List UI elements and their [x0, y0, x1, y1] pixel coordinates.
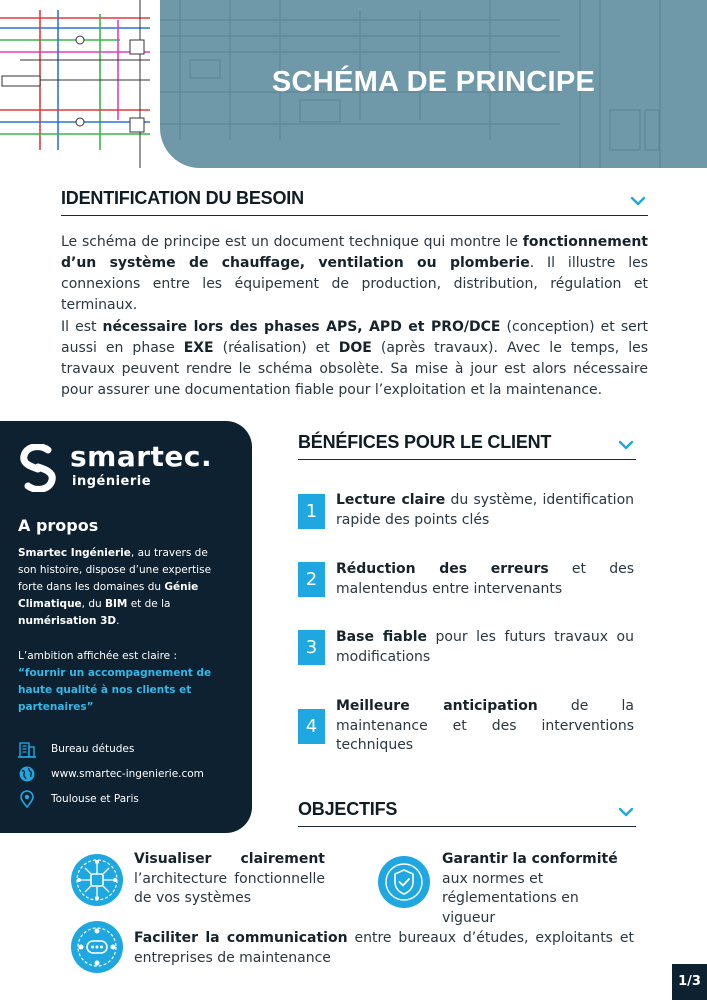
section-title-objectifs: OBJECTIFS [298, 799, 398, 819]
objective-text: Garantir la conformité aux normes et réglementations en vigueur [442, 851, 618, 926]
chevron-down-icon[interactable] [630, 195, 646, 207]
chevron-down-icon[interactable] [618, 806, 634, 818]
ambition-text: L’ambition affichée est claire : “fournir un accompagnement de haute qualité à nos clients et partenaires” [18, 650, 212, 713]
communication-icon [71, 921, 123, 973]
contact-website-link[interactable]: www.smartec-ingenierie.com [51, 768, 204, 780]
contact-location [18, 790, 238, 810]
smartec-logo-icon [18, 444, 58, 492]
benefit-number: 3 [298, 630, 325, 665]
objective-text: Visualiser clairement l’architecture fonctionnelle de vos systèmes [134, 851, 325, 906]
about-text: Smartec Ingénierie, au travers de son histoire, dispose d’une expertise forte dans les domaines du Génie Climatique, du BIM et de la numérisation 3D. [18, 547, 212, 627]
section-title-besoin: IDENTIFICATION DU BESOIN [61, 188, 304, 208]
benefit-number: 1 [298, 494, 325, 529]
section-heading-besoin[interactable] [61, 186, 648, 216]
objective-text: Faciliter la communication entre bureaux d’études, exploitants et entreprises de maintenance [134, 930, 634, 966]
besoin-paragraph-2: Il est nécessaire lors des phases APS, APD et PRO/DCE (conception) et sert aussi en phase EXE (réalisation) et DOE (après travaux). Avec le temps, les travaux peuvent rendre le schéma obsolète. Sa mise à jour est alors nécessaire pour assurer une documentation fiable pour l’exploitation et la maintenance. [61, 319, 648, 398]
contact-website[interactable] [18, 765, 238, 785]
building-icon [18, 740, 36, 758]
hero-banner [0, 0, 707, 168]
brand-name: smartec. [70, 440, 213, 473]
shield-check-icon [378, 856, 430, 908]
chevron-down-icon[interactable] [618, 439, 634, 451]
benefit-text: Réduction des erreurs et des malentendus entre intervenants [336, 561, 634, 597]
globe-icon [18, 765, 36, 783]
benefit-number: 2 [298, 562, 325, 597]
contact-location-text: Toulouse et Paris [51, 793, 139, 805]
benefit-text: Lecture claire du système, identification rapide des points clés [336, 492, 635, 528]
brand-subtitle: ingénierie [72, 474, 152, 489]
contact-office-text: Bureau détudes [51, 743, 135, 755]
map-pin-icon [18, 790, 36, 808]
about-title: A propos [18, 516, 99, 535]
section-title-benefices: BÉNÉFICES POUR LE CLIENT [298, 432, 552, 452]
besoin-paragraph-1: Le schéma de principe est un document technique qui montre le fonctionnement d’un système de chauffage, ventilation ou plomberie. Il illustre les connexions entre les équipement de production, distribution, régulation et terminaux. [61, 234, 648, 313]
page-title: SCHÉMA DE PRINCIPE [271, 66, 596, 98]
page-indicator: 1/3 [672, 964, 707, 1000]
benefit-number: 4 [298, 709, 325, 744]
section-heading-objectifs[interactable] [298, 797, 636, 827]
ambition-quote: “fournir un accompagnement de haute qualité à nos clients et partenaires” [18, 667, 212, 713]
section-heading-benefices[interactable] [298, 430, 636, 460]
contact-office [18, 740, 238, 760]
network-icon [71, 854, 123, 906]
benefit-text: Base fiable pour les futurs travaux ou modifications [336, 629, 634, 665]
benefit-text: Meilleure anticipation de la maintenance et des interventions techniques [336, 698, 634, 753]
